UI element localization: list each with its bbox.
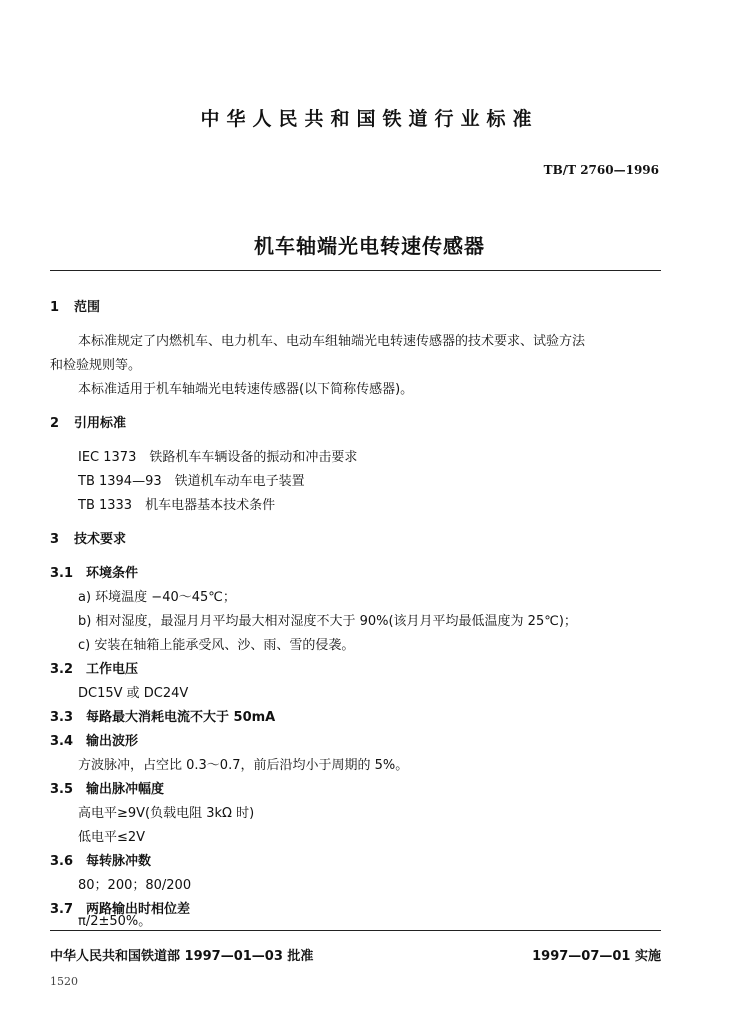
page-number: 1520 [50, 975, 78, 988]
title-divider [50, 270, 661, 271]
clause-number: 3.5 [50, 782, 74, 797]
clause-number: 3.2 [50, 662, 74, 677]
clause-3-3-heading [50, 706, 275, 725]
clause-3-5-low-level: 低电平≤2V [78, 830, 146, 845]
clause-title: 每转脉冲数 [86, 854, 152, 869]
clause-3-1-item-a: a) 环境温度 −40～45℃； [78, 590, 236, 605]
section-3-heading [50, 528, 126, 547]
section-1-title: 范围 [74, 300, 101, 315]
clause-title: 每路最大消耗电流不大于 50mA [86, 710, 276, 725]
section-1-para2: 本标准适用于机车轴端光电转速传感器(以下简称传感器)。 [78, 382, 414, 397]
clause-number: 3.1 [50, 566, 74, 581]
reference-item: TB 1333 机车电器基本技术条件 [78, 498, 276, 513]
standard-code: TB/T 2760—1996 [543, 163, 659, 177]
clause-title: 环境条件 [86, 566, 139, 581]
clause-number: 3.4 [50, 734, 74, 749]
clause-3-5-high-level: 高电平≥9V(负载电阻 3kΩ 时) [78, 806, 255, 821]
clause-number: 3.7 [50, 902, 74, 917]
clause-title: 工作电压 [86, 662, 139, 677]
clause-3-2-text: DC15V 或 DC24V [78, 686, 189, 701]
section-1-heading [50, 296, 100, 315]
clause-3-4-text: 方波脉冲，占空比 0.3～0.7，前后沿均小于周期的 5%。 [78, 758, 409, 773]
effective-date: 1997—07—01 实施 [532, 949, 661, 964]
clause-title: 两路输出时相位差 [86, 902, 191, 917]
section-2-heading [50, 412, 126, 431]
reference-item: TB 1394—93 铁道机车动车电子装置 [78, 474, 305, 489]
clause-3-1-item-c: c) 安装在轴箱上能承受风、沙、雨、雪的侵袭。 [78, 638, 355, 653]
reference-item: IEC 1373 铁路机车车辆设备的振动和冲击要求 [78, 450, 358, 465]
footer-divider [50, 930, 661, 931]
clause-3-6-text: 80；200；80/200 [78, 878, 192, 893]
section-3-title: 技术要求 [74, 532, 127, 547]
approval-date: 中华人民共和国铁道部 1997—01—03 批准 [50, 949, 314, 964]
clause-3-1-heading [50, 562, 138, 581]
clause-3-2-heading [50, 658, 138, 677]
clause-title: 输出波形 [86, 734, 139, 749]
clause-3-7-text: π/2±50%。 [78, 914, 152, 929]
clause-number: 3.6 [50, 854, 74, 869]
clause-number: 3.3 [50, 710, 74, 725]
standard-type-header: 中华人民共和国铁道行业标准 [200, 108, 539, 130]
clause-3-5-heading [50, 778, 164, 797]
document-title: 机车轴端光电转速传感器 [254, 234, 485, 258]
section-2-title: 引用标准 [74, 416, 127, 431]
clause-title: 输出脉冲幅度 [86, 782, 165, 797]
section-1-para1-line1: 本标准规定了内燃机车、电力机车、电动车组轴端光电转速传感器的技术要求、试验方法 [78, 334, 586, 349]
section-2-number: 2 [50, 416, 60, 431]
clause-3-1-item-b: b) 相对湿度，最湿月月平均最大相对湿度不大于 90%(该月月平均最低温度为 25℃)； [78, 614, 577, 629]
section-1-number: 1 [50, 300, 60, 315]
clause-3-6-heading [50, 850, 151, 869]
section-3-number: 3 [50, 532, 60, 547]
clause-3-4-heading [50, 730, 138, 749]
section-1-para1-line2: 和检验规则等。 [50, 358, 142, 373]
